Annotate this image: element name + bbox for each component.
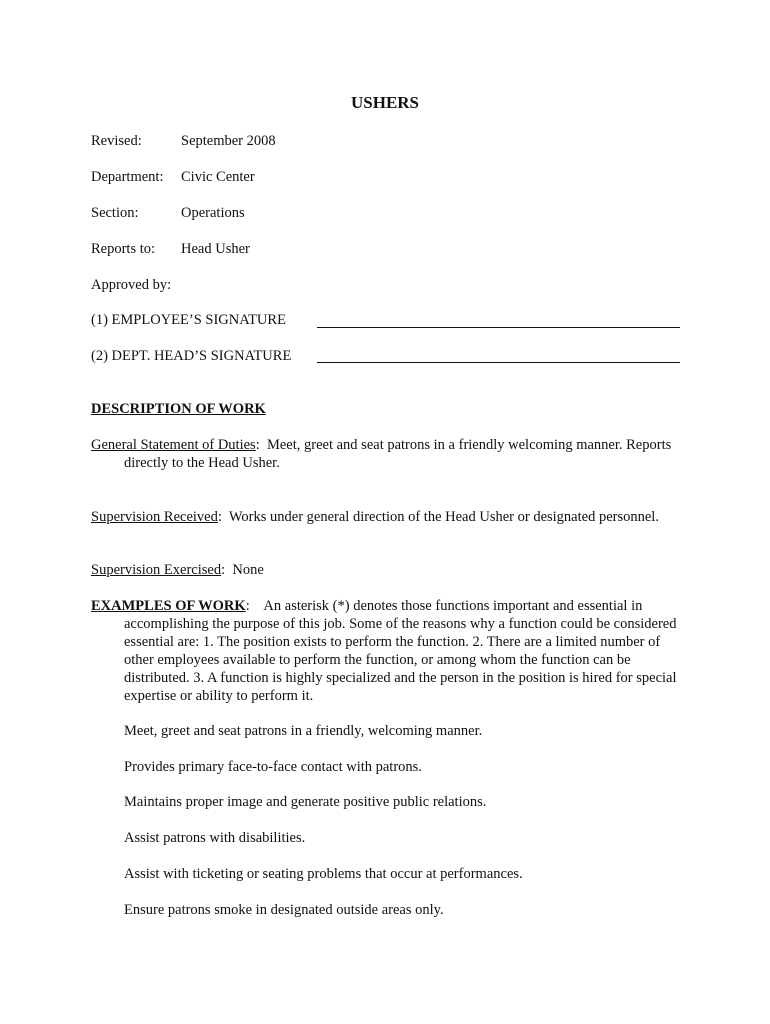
employee-signature-label: (1) EMPLOYEE’S SIGNATURE bbox=[91, 312, 286, 328]
general-statement-label: General Statement of Duties bbox=[91, 437, 256, 453]
dept-head-signature-label: (2) DEPT. HEAD’S SIGNATURE bbox=[91, 348, 292, 364]
supervision-received-label: Supervision Received bbox=[91, 509, 218, 525]
duty-item: Maintains proper image and generate positive public relations. bbox=[124, 794, 487, 810]
supervision-exercised: Supervision Exercised: None bbox=[91, 562, 264, 578]
duty-item: Assist with ticketing or seating problems that occur at performances. bbox=[124, 866, 523, 882]
reports-to-value: Head Usher bbox=[181, 241, 250, 257]
general-statement: General Statement of Duties: Meet, greet and seat patrons in a friendly welcoming manner. Reports directly to the Head Usher. bbox=[91, 437, 672, 471]
department-label: Department: bbox=[91, 169, 164, 185]
duty-item: Provides primary face-to-face contact with patrons. bbox=[124, 759, 422, 775]
section-value: Operations bbox=[181, 205, 245, 221]
supervision-exercised-text: None bbox=[232, 562, 264, 578]
dept-head-signature-line[interactable] bbox=[317, 362, 680, 363]
employee-signature-line[interactable] bbox=[317, 327, 680, 328]
reports-to-label: Reports to: bbox=[91, 241, 156, 257]
general-statement-text: Meet, greet and seat patrons in a friendly welcoming manner. Reports directly to the Head Usher. bbox=[124, 437, 672, 471]
revised-label: Revised: bbox=[91, 133, 142, 149]
section-label: Section: bbox=[91, 205, 139, 221]
duty-item: Assist patrons with disabilities. bbox=[124, 830, 306, 846]
duty-item: Ensure patrons smoke in designated outside areas only. bbox=[124, 902, 444, 918]
supervision-exercised-label: Supervision Exercised bbox=[91, 562, 222, 578]
examples-of-work: EXAMPLES OF WORK: An asterisk (*) denotes those functions important and essential in accomplishing the purpose of this job. Some of the reasons why a function could be considered essential are: 1. The position exists to perform the function. 2. There are a limited number of other employees available to perform the function, or among whom the function can be distributed. 3. A function is highly specialized and the person in the position is hired for special expertise or ability to perform it. bbox=[91, 598, 677, 704]
duty-item: Meet, greet and seat patrons in a friendly, welcoming manner. bbox=[124, 723, 483, 739]
supervision-received: Supervision Received: Works under general direction of the Head Usher or designated personnel. bbox=[91, 509, 659, 525]
supervision-received-text: Works under general direction of the Head Usher or designated personnel. bbox=[228, 509, 659, 525]
description-heading: DESCRIPTION OF WORK bbox=[91, 401, 266, 417]
document-title: USHERS bbox=[350, 93, 420, 112]
department-value: Civic Center bbox=[181, 169, 255, 185]
examples-of-work-text: An asterisk (*) denotes those functions important and essential in accomplishing the purpose of this job. Some of the reasons why a function could be considered essential are: 1. The position exists to perform the function. 2. There are a limited number of other employees available to perform the function, or among whom the function can be distributed. 3. A function is highly specialized and the person in the position is hired for special expertise or ability to perform it. bbox=[124, 598, 677, 704]
examples-of-work-label: EXAMPLES OF WORK bbox=[91, 598, 246, 614]
approved-by-label: Approved by: bbox=[91, 277, 172, 293]
revised-value: September 2008 bbox=[181, 133, 276, 149]
